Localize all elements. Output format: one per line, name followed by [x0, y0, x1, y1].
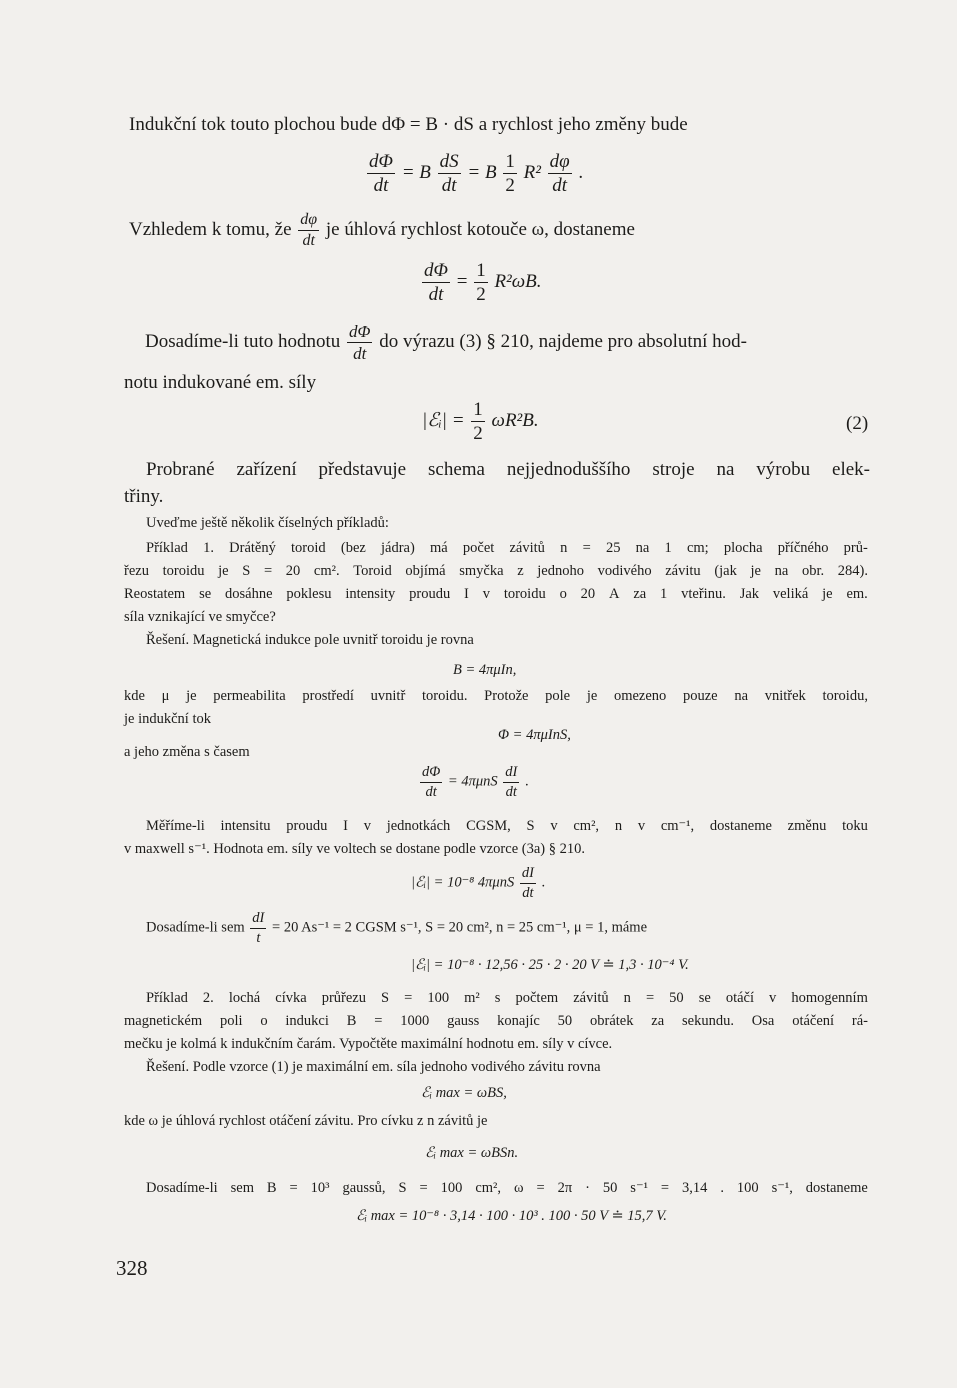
equation-emf-result: |ℰᵢ| = 10⁻⁸ · 12,56 · 25 · 2 · 20 V ≐ 1,3 · 10⁻⁴ V. — [411, 957, 689, 973]
example1-line1: Příklad 1. Drátěný toroid (bez jádra) má počet závitů n = 25 na 1 cm; plocha příčného prů- — [146, 540, 868, 556]
paragraph-angular-velocity: Vzhledem k tomu, že $\frac{d\varphi}{dt}$ je úhlová rychlost kotouče ω, dostaneme — [129, 211, 635, 249]
solution1-line5: Měříme-li intensitu proudu I v jednotkách CGSM, S v cm², n v cm⁻¹, dostaneme změnu toku — [146, 818, 868, 834]
equation-flux-change: $\frac{d\Phi}{dt}$ = 4πμnS $\frac{dI}{dt}$ . — [422, 764, 529, 800]
equation-emf-max-result: ℰᵢ max = 10⁻⁸ · 3,14 · 100 · 10³ . 100 · 50 V ≐ 15,7 V. — [356, 1208, 667, 1224]
example2-line3: mečku je kolmá k indukčním čarám. Vypočtěte maximální hodnotu em. síly v cívce. — [124, 1036, 613, 1052]
example2-line1: Příklad 2. lochá cívka průřezu S = 100 m² s počtem závitů n = 50 se otáčí v homogenním — [146, 990, 868, 1006]
examples-intro: Uveďme ještě několik číselných příkladů: — [146, 515, 389, 531]
equation-emf-max-coil: ℰᵢ max = ωBSn. — [425, 1145, 519, 1161]
equation-emf-general: |ℰᵢ| = 10⁻⁸ 4πμnS $\frac{dI}{dt}$ . — [411, 865, 546, 901]
example1-line4: síla vznikající ve smyčce? — [124, 609, 276, 625]
solution1-line7: Dosadíme-li sem $\frac{dI}{t}$ = 20 As⁻¹ = 2 CGSM s⁻¹, S = 20 cm², n = 25 cm⁻¹, μ = 1, máme — [146, 910, 648, 946]
paragraph-substitute: Dosadíme-li tuto hodnotu $\frac{d\Phi}{dt}$ do výrazu (3) § 210, najdeme pro absolutní hod- — [145, 322, 747, 363]
equation-emf: |ℰᵢ| = $\frac{1}{2}$ ωR²B. — [422, 399, 539, 444]
paragraph-substitute-line2: notu indukované em. síly — [124, 372, 317, 393]
solution2-line1: Řešení. Podle vzorce (1) je maximální em. síla jednoho vodivého závitu rovna — [146, 1059, 601, 1075]
page-number: 328 — [116, 1256, 148, 1280]
equation-number: (2) — [846, 413, 869, 434]
solution2-line2: kde ω je úhlová rychlost otáčení závitu. Pro cívku z n závitů je — [124, 1113, 488, 1129]
paragraph-flux: Indukční tok touto plochou bude dΦ = B · dS a rychlost jeho změny bude — [129, 114, 688, 135]
solution1-line1: Řešení. Magnetická indukce pole uvnitř toroidu je rovna — [146, 632, 474, 648]
equation-flux: Φ = 4πμInS, — [498, 727, 571, 743]
solution1-line2: kde μ je permeabilita prostředí uvnitř toroidu. Protože pole je omezeno pouze na vnitřek toroidu, — [124, 688, 868, 704]
example1-line3: Reostatem se dosáhne poklesu intensity proudu I v toroidu o 20 A za 1 vteřinu. Jak veliká je em. — [124, 586, 868, 602]
paragraph-summary: Probrané zařízení představuje schema nejjednoduššího stroje na výrobu elek- — [146, 459, 870, 480]
example1-line2: řezu toroidu je S = 20 cm². Toroid objímá smyčka z jednoho vodivého závitu (jak je na obr. 284). — [124, 563, 868, 579]
paragraph-summary-line2: třiny. — [124, 486, 164, 507]
equation-flux-rate: $\frac{d\Phi}{dt}$ = B $\frac{dS}{dt}$ = B $\frac{1}{2}$ R² $\frac{d\varphi}{dt}$ . — [369, 151, 584, 196]
equation-emf-max: ℰᵢ max = ωBS, — [421, 1085, 507, 1101]
example2-line2: magnetickém poli o indukci B = 1000 gauss konajíc 50 obrátek za sekundu. Osa otáčení rá- — [124, 1013, 868, 1029]
equation-flux-rate-omega: $\frac{d\Phi}{dt}$ = $\frac{1}{2}$ R²ωB. — [424, 260, 542, 305]
equation-magnetic-induction: B = 4πμIn, — [453, 662, 517, 678]
solution1-line4: a jeho změna s časem — [124, 744, 250, 760]
solution1-line6: v maxwell s⁻¹. Hodnota em. síly ve voltech se dostane podle vzorce (3a) § 210. — [124, 841, 585, 857]
solution2-line3: Dosadíme-li sem B = 10³ gaussů, S = 100 cm², ω = 2π · 50 s⁻¹ = 3,14 . 100 s⁻¹, dostaneme — [146, 1180, 868, 1196]
solution1-line3: je indukční tok — [124, 711, 211, 727]
